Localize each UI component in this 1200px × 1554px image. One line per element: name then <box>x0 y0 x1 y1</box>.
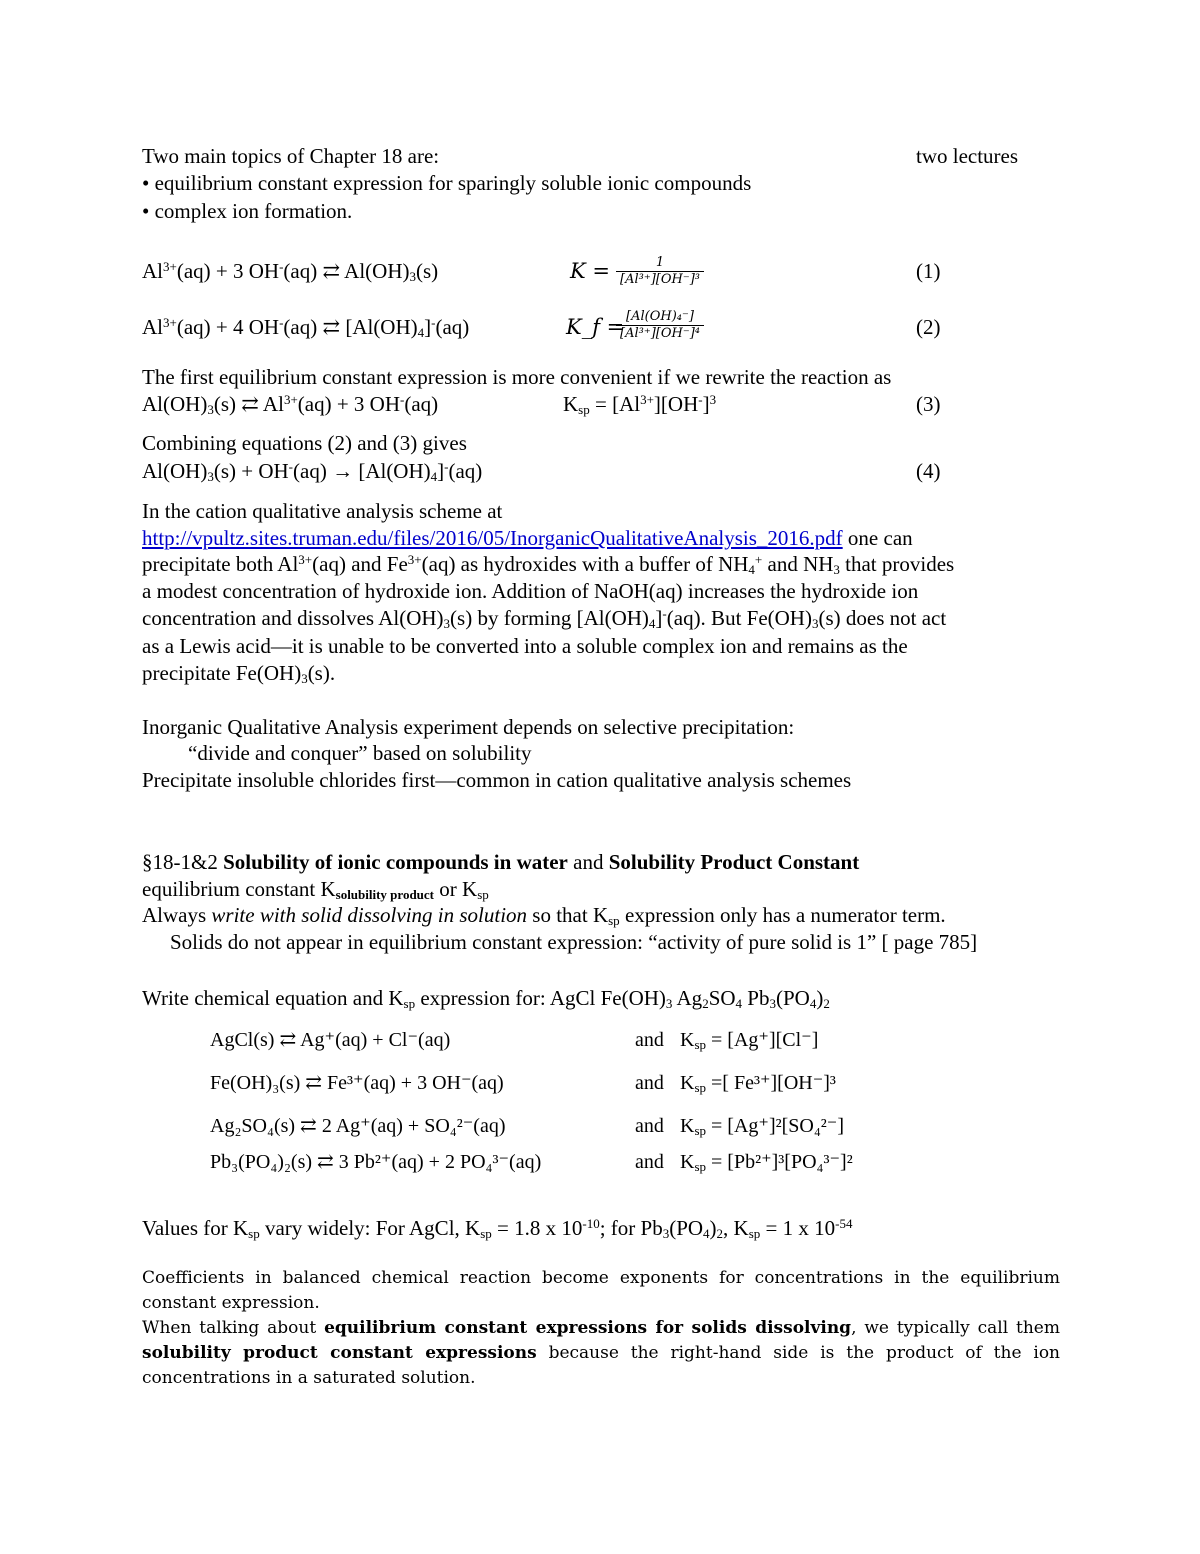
solubility-product-paragraph: When talking about equilibrium constant expressions for solids dissolving, we typically call them solubility product constant expressions because the right-hand side is the product of the ion concentrations in a saturated solution. <box>142 1318 1060 1388</box>
section-line-4: Solids do not appear in equilibrium constant expression: “activity of pure solid is 1” [ page 785] <box>170 930 978 954</box>
reaction-agcl-and: and <box>635 1029 664 1051</box>
section-line-3: Always write with solid dissolving in solution so that $K_{sp}$ expression only has a numerator term. <box>142 903 946 928</box>
eq2-fraction: $\frac{\text{[Al(OH)₄⁻]}}{\text{[Al³⁺][OH⁻]⁴}}$ <box>616 309 704 342</box>
eq2-k-label: K_f = <box>566 315 625 339</box>
reaction-pb3po42-and: and <box>635 1151 664 1173</box>
iqa-line-3: Precipitate insoluble chlorides first—common in cation qualitative analysis schemes <box>142 768 852 792</box>
ksp-pb3po42: $K_{sp} = [Pb^{2+}]^3[PO_4^{3-}]^2$ <box>680 1151 853 1174</box>
reaction-feoh3-and: and <box>635 1072 664 1094</box>
intro-bullet-2: • complex ion formation. <box>142 199 353 223</box>
equation-1: $Al^{3+}(aq) + 3$ OH-(aq) ⇄ $Al(OH)_3(s)$ <box>142 259 439 284</box>
eq3-tag: (3) <box>916 392 941 416</box>
eq1-tag: (1) <box>916 259 941 283</box>
ksp-agcl: $K_{sp} = [Ag^+][Cl^-]$ <box>680 1029 819 1052</box>
scheme-line-5: concentration and dissolves $Al(OH)_3(s)$ by forming $[Al(OH)_4]^-(aq)$. But $Fe(OH)_3(s)$ does not act <box>142 606 947 631</box>
equation-3: $Al(OH)_3(s)$ ⇄ $Al^{3+}(aq) + 3$ OH-(aq) <box>142 392 439 417</box>
equation-4: $Al(OH)_3(s) + OH^-(aq) \to [Al(OH)_4]^-(aq)$ <box>142 459 483 484</box>
ksp-ag2so4: $K_{sp} = [Ag^+]^2[SO_4^{2-}]$ <box>680 1115 845 1138</box>
reaction-feoh3: Fe(OH)₃(s) ⇄ Fe³⁺(aq) + 3 OH⁻(aq) <box>210 1072 504 1094</box>
ksp-feoh3: $K_{sp}$ =[ Fe³⁺][OH⁻]³ <box>680 1072 836 1095</box>
eq3-ksp-expression: $K_{sp} = [Al^{3+}][OH^-]^3$ <box>563 392 717 417</box>
eq1-fraction: $\frac{1}{\text{[Al³⁺][OH⁻]³}}$ <box>616 255 704 288</box>
eq2-tag: (2) <box>916 315 941 339</box>
qualitative-analysis-link[interactable]: http://vpultz.sites.truman.edu/files/2016/05/InorganicQualitativeAnalysis_2016.pdf <box>142 526 843 550</box>
iqa-line-2: “divide and conquer” based on solubility <box>188 741 532 765</box>
reaction-ag2so4: Ag₂SO₄(s) ⇄ 2 Ag⁺(aq) + SO₄²⁻(aq) <box>210 1115 506 1137</box>
scheme-line-3: precipitate both $Al^{3+}(aq)$ and $Fe^{3+}(aq)$ as hydroxides with a buffer of $NH_4^+$ and $NH_3$ that provides <box>142 552 955 577</box>
reaction-ag2so4-and: and <box>635 1115 664 1137</box>
values-line: Values for $K_{sp}$ vary widely: For AgCl, $K_{sp} = 1.8$ x $10^{-10}$; for $Pb_3(PO_4)_2$, $K_{sp} = 1$ x $10^{-54}$ <box>142 1216 853 1241</box>
section-line-2: equilibrium constant $K_{solubility product}$ or $K_{sp}$ <box>142 877 489 902</box>
reaction-pb3po42: Pb₃(PO₄)₂(s) ⇄ 3 Pb²⁺(aq) + 2 PO₄³⁻(aq) <box>210 1151 542 1173</box>
eq4-tag: (4) <box>916 459 941 483</box>
rewrite-line: The first equilibrium constant expression is more convenient if we rewrite the reaction as <box>142 365 892 389</box>
scheme-line-2: http://vpultz.sites.truman.edu/files/2016/05/InorganicQualitativeAnalysis_2016.pdf one can <box>142 526 913 550</box>
equation-2: $Al^{3+}(aq) + 4$ OH-(aq) ⇄ $[Al(OH)_4]^-(aq)$ <box>142 315 470 340</box>
scheme-line-4: a modest concentration of hydroxide ion. Addition of NaOH(aq) increases the hydroxide ion <box>142 579 919 603</box>
scheme-line-1: In the cation qualitative analysis scheme at <box>142 499 503 523</box>
intro-two-lectures: two lectures <box>916 144 1019 168</box>
scheme-line-7: precipitate $Fe(OH)_3(s)$. <box>142 661 336 686</box>
scheme-line-6: as a Lewis acid—it is unable to be converted into a soluble complex ion and remains as the <box>142 634 908 658</box>
iqa-line-1: Inorganic Qualitative Analysis experiment depends on selective precipitation: <box>142 715 795 739</box>
intro-topics-line: Two main topics of Chapter 18 are: <box>142 144 440 168</box>
coefficients-paragraph: Coefficients in balanced chemical reaction become exponents for concentrations in the equilibrium constant expression. <box>142 1268 1060 1313</box>
eq1-k-label: K = <box>570 259 610 283</box>
section-heading: §18-1&2 Solubility of ionic compounds in water and Solubility Product Constant <box>142 850 860 874</box>
write-line: Write chemical equation and $K_{sp}$ expression for: AgCl $Fe(OH)_3$ $Ag_2SO_4$ $Pb_3(PO_4)_2$ <box>142 986 830 1011</box>
intro-bullet-1: • equilibrium constant expression for sparingly soluble ionic compounds <box>142 171 752 195</box>
reaction-agcl: AgCl(s) ⇄ Ag⁺(aq) + Cl⁻(aq) <box>210 1029 451 1051</box>
combining-line: Combining equations (2) and (3) gives <box>142 431 467 455</box>
